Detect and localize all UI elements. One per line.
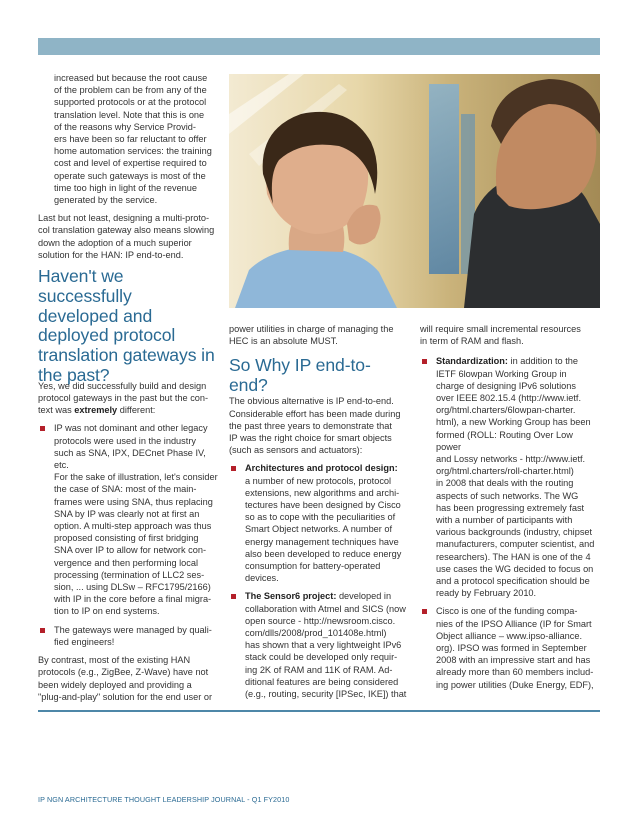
text-line — [38, 404, 218, 416]
paragraph — [229, 323, 409, 347]
text-line: extensions, new algorithms and archi- — [245, 487, 400, 498]
text-line: fied engineers! — [54, 636, 115, 647]
text-line: org). IPSO was formed in September — [436, 643, 587, 654]
text-line: ditional features are being considered — [245, 676, 399, 687]
text-line: HEC is an absolute MUST. — [229, 336, 338, 347]
text-line: com/dlls/2008/prod_101408e.html) — [245, 628, 387, 639]
column-left — [38, 72, 218, 703]
text-line: home automation services: the training — [54, 146, 212, 157]
intro-paragraph — [38, 72, 218, 206]
text-line: protocols were used in the industry — [54, 435, 196, 446]
text-line: tion to IP on end systems. — [54, 606, 160, 617]
text-line: with a number of participants with — [436, 515, 573, 526]
text-span: developed in — [336, 591, 392, 602]
text-line: IETF 6lowpan Working Group in — [436, 368, 567, 379]
paragraph — [38, 654, 218, 703]
text-line: over IEEE 802.15.4 (http://www.ietf. — [436, 393, 582, 404]
text-line: protocol gateways in the past but the con- — [38, 393, 209, 404]
text-line: has shown that a very lightweight IPv6 — [245, 640, 402, 651]
list-item — [420, 605, 600, 690]
text-line: researchers). The HAN is one of the 4 — [436, 551, 591, 562]
text-line: of the reasons why Service Provid- — [54, 121, 196, 132]
text-line: aspects of such networks. The WG — [436, 490, 579, 501]
header-color-bar — [38, 38, 600, 55]
text-line: energy management techniques have — [245, 536, 399, 547]
text-line: option. A multi-step approach was thus — [54, 521, 212, 532]
text-span: in addition to the — [507, 356, 578, 367]
text-line: nies of the IPSO Alliance (IP for Smart — [436, 618, 592, 629]
text-line: processing (termination of LLC2 ses- — [54, 569, 205, 580]
text-line: IP was not dominant and other legacy — [54, 423, 208, 434]
text-line: solution for the HAN: IP end-to-end. — [38, 249, 184, 260]
text-line: html), a new Working Group has been — [436, 417, 591, 428]
text-line: By contrast, most of the existing HAN — [38, 655, 191, 666]
text-line: Yes, we did successfully build and design — [38, 380, 207, 391]
text-line: charge of designing IPv6 solutions — [436, 380, 576, 391]
text-line: vergence and then performing local — [54, 557, 199, 568]
text-line: ready by February 2010. — [436, 588, 537, 599]
text-line: 2008 with an impressive start and has — [436, 655, 591, 666]
text-line: col translation gateway also means slowing — [38, 225, 215, 236]
text-line: The gateways were managed by quali- — [54, 624, 212, 635]
text-line: (such as sensors and actuators): — [229, 445, 363, 456]
text-line: Considerable effort has been made during — [229, 408, 401, 419]
list-item — [229, 462, 409, 584]
text-line: open source - http://newsroom.cisco. — [245, 615, 396, 626]
text-line: IP was the right choice for smart objects — [229, 433, 392, 444]
text-line: manufacturers, computer scientist, and — [436, 539, 595, 550]
column-middle — [229, 323, 409, 700]
text-line: "plug-and-play" solution for the end user or — [38, 691, 213, 702]
heading-line: translation gateways in — [38, 345, 215, 366]
text-line: devices. — [245, 573, 279, 584]
text-line: so as to cope with the peculiarities of — [245, 512, 396, 523]
text-line: increased but because the root cause — [54, 73, 208, 83]
text-line: The obvious alternative is IP end-to-end. — [229, 396, 394, 407]
heading-line: the past? — [38, 365, 110, 386]
text-line: in 2008 that deals with the routing — [436, 478, 574, 489]
text-line: the case of SNA: most of the main- — [54, 484, 197, 495]
section-heading: So Why IP end-to-end? — [229, 355, 371, 396]
text-line: (e.g., routing, security [IPSec, IKE]) that — [245, 689, 407, 700]
text-line: down the adoption of a much superior — [38, 237, 192, 248]
text-line: supported protocols or at the protocol — [54, 97, 207, 108]
page-footer: IP NGN ARCHITECTURE THOUGHT LEADERSHIP JOURNAL - Q1 FY2010 — [38, 795, 290, 804]
text-line: already more than 60 members includ- — [436, 667, 594, 678]
text-line: cost and level of expertise required to — [54, 158, 207, 169]
list-item-title: Standardization: — [436, 356, 508, 367]
text-line: formed (ROLL: Routing Over Low power — [436, 429, 573, 452]
list-item — [229, 590, 409, 700]
text-line: the past three years to demonstrate that — [229, 420, 392, 431]
text-line: with IP in the core before a final migra- — [54, 594, 212, 605]
text-line: ing 2K of RAM and 11K of RAM. Ad- — [245, 664, 393, 675]
text-line: org/html.charters/roll-charter.html) — [436, 466, 574, 477]
text-line: will require small incremental resources — [420, 324, 581, 334]
text-line: and Lossy networks - http://www.ietf. — [436, 454, 586, 465]
text-line: stack could be developed only requir- — [245, 652, 398, 663]
heading-line: Haven't we successfully — [38, 266, 132, 306]
text-line: generated by the service. — [54, 195, 158, 206]
text-line: collaboration with Atmel and SICS (now — [245, 603, 406, 614]
list-item-title: Architectures and protocol design: — [245, 463, 398, 474]
text-line: been widely deployed and providing a — [38, 679, 192, 690]
column-right — [420, 323, 600, 691]
text-line: time too high in light of the revenue — [54, 182, 198, 193]
heading-line: developed and — [38, 305, 153, 326]
text-line: and a protocol specification should be — [436, 576, 590, 587]
text-line: SNA by IP was clearly not at first an — [54, 508, 200, 519]
paragraph — [38, 380, 218, 417]
paragraph — [38, 212, 218, 261]
text-line: has been progressing extremely fast — [436, 502, 585, 513]
text-line: SNA over IP to allow for network con- — [54, 545, 207, 556]
text-line: Smart Object networks. A number of — [245, 524, 393, 535]
text-line: tectures have been designed by Cisco — [245, 500, 401, 511]
text-span: text was — [38, 405, 75, 416]
text-line: Last but not least, designing a multi-proto- — [38, 213, 210, 224]
text-line: various backgrounds (industry, chipset — [436, 527, 593, 538]
text-line: consumption for battery-operated — [245, 561, 381, 572]
text-line: frames were using SNA, thus replacing — [54, 496, 213, 507]
text-line: sion, ... using DLSw – RFC1795/2166) — [54, 582, 211, 593]
bullet-list — [420, 355, 600, 690]
text-line: protocols (e.g., ZigBee, Z-Wave) have not — [38, 667, 209, 678]
paragraph — [229, 395, 409, 456]
text-line — [245, 590, 409, 602]
text-line: use cases the WG decided to focus on — [436, 563, 594, 574]
list-item — [38, 422, 218, 617]
text-line: org/html.charters/6lowpan-charter. — [436, 405, 576, 416]
text-line: such as SNA, IPX, DECnet Phase IV, etc. — [54, 447, 206, 471]
text-line: also been developed to reduce energy — [245, 548, 402, 559]
text-line: operate such gateways is most of the — [54, 170, 206, 181]
article-photo — [229, 74, 600, 308]
text-line: ers have been so far reluctant to offer — [54, 134, 207, 145]
heading-line: deployed protocol — [38, 325, 176, 346]
text-line: For the sake of illustration, let's consider — [54, 472, 218, 483]
text-line — [436, 355, 600, 367]
list-item — [420, 355, 600, 599]
text-line: Cisco is one of the funding compa- — [436, 606, 578, 617]
bottom-divider — [38, 710, 600, 712]
text-line: Object alliance – www.ipso-alliance. — [436, 630, 583, 641]
text-line: translation level. Note that this is one — [54, 109, 205, 120]
text-line: ing power utilities (Duke Energy, EDF), — [436, 679, 594, 690]
list-item — [38, 624, 218, 648]
text-line: of the problem can be from any of the — [54, 85, 207, 96]
text-line: power utilities in charge of managing the — [229, 324, 394, 334]
section-heading — [38, 267, 218, 386]
paragraph — [420, 323, 600, 347]
text-line: in term of RAM and flash. — [420, 336, 524, 347]
text-span: different: — [117, 405, 156, 416]
bullet-list — [38, 422, 218, 648]
emphasis-text: extremely — [74, 405, 118, 416]
text-line: proposed consisting of first bridging — [54, 533, 199, 544]
list-item-title: The Sensor6 project: — [245, 591, 337, 602]
bullet-list — [229, 462, 409, 700]
text-line: a number of new protocols, protocol — [245, 475, 392, 486]
